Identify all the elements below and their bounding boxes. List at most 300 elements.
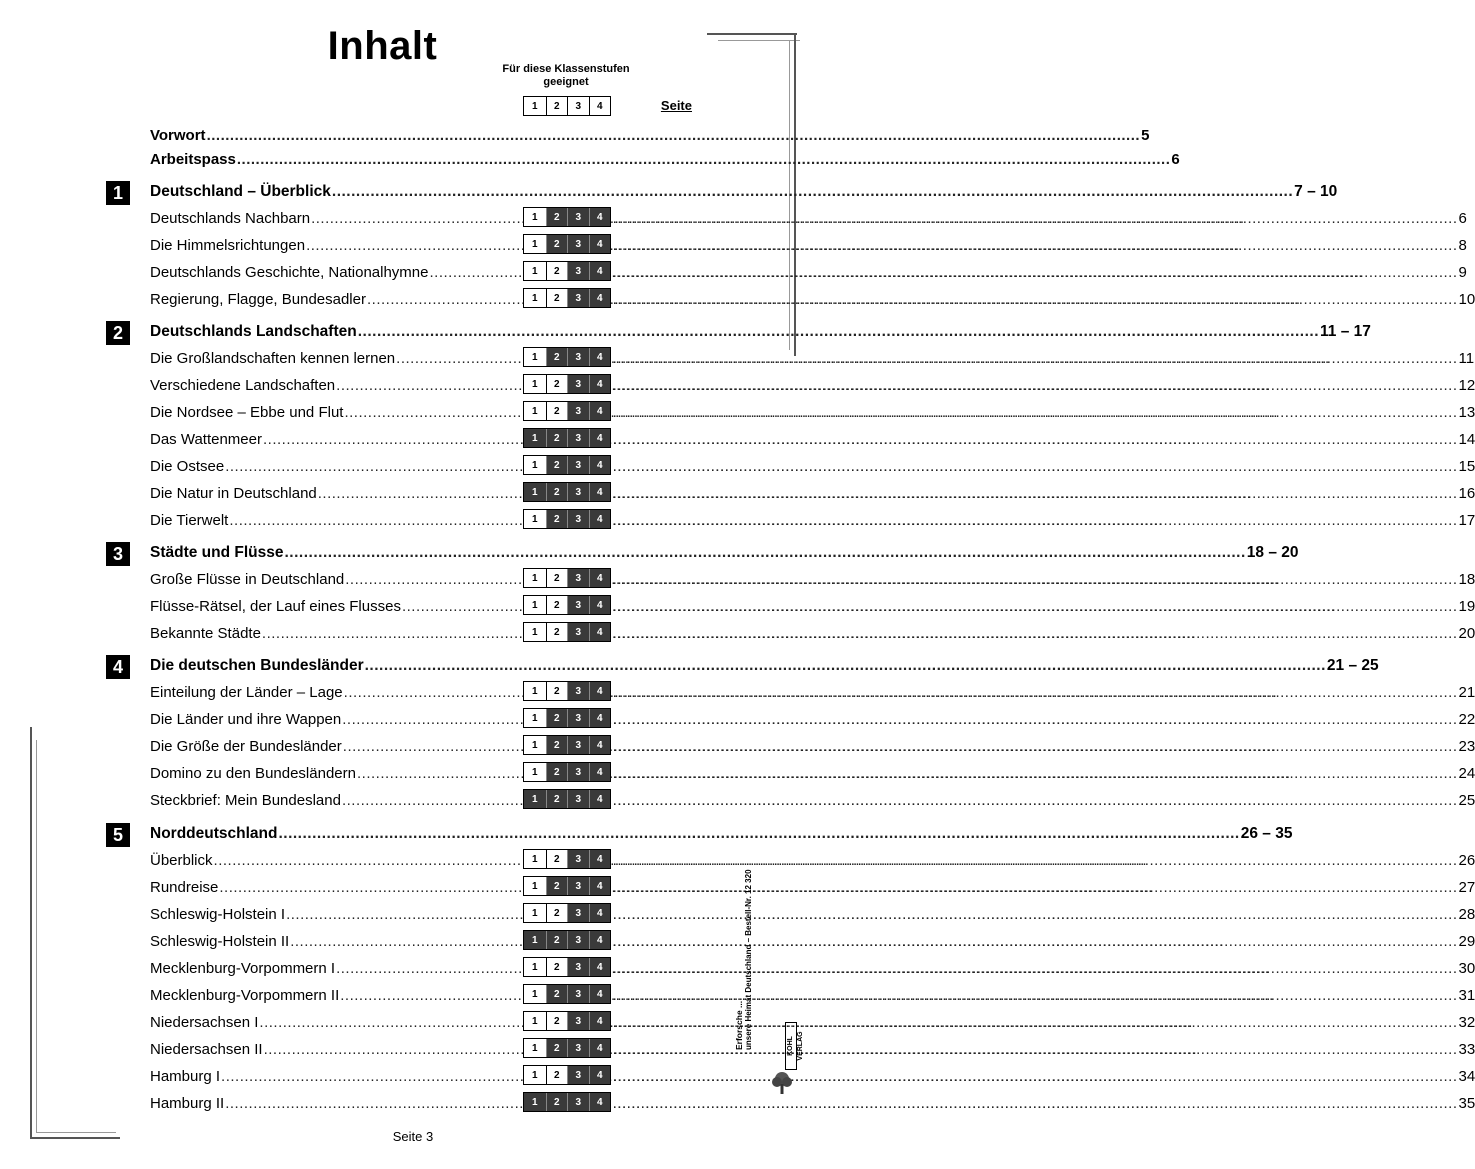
dot-leader: [524, 598, 1458, 615]
grade-indicator: [523, 1038, 611, 1058]
grade-cell-4: 4: [589, 736, 611, 754]
grade-cell-2: 2: [546, 850, 568, 868]
entry-page: 10: [1458, 291, 1475, 308]
grade-cell-4: 4: [589, 262, 611, 280]
entry-page-wrap: [523, 684, 1475, 701]
entry-page: 28: [1458, 906, 1475, 923]
grade-cell-1: 1: [531, 292, 538, 304]
grade-indicator: [523, 1092, 611, 1112]
side-credit-line1: Erforsche ...: [734, 1000, 744, 1050]
entry-page-wrap: [523, 350, 1474, 367]
entry-label-wrap: [150, 906, 523, 923]
entry-page-wrap: [523, 512, 1475, 529]
grade-cell-1: 1: [531, 405, 538, 417]
dot-leader: [524, 1095, 1458, 1112]
grade-cell-3: 3: [567, 709, 589, 727]
grade-cell-4: 4: [589, 569, 611, 587]
grade-cell-4: 4: [589, 402, 611, 420]
dot-leader: [524, 852, 1458, 869]
grade-cell-1: 1: [531, 988, 538, 1000]
grade-cell-1: 1: [524, 429, 546, 447]
entry-page: 16: [1458, 485, 1475, 502]
entry-page: 23: [1458, 738, 1475, 755]
grade-cell-2: 2: [546, 262, 568, 280]
grade-cell-3: 3: [567, 763, 589, 781]
entry-label: Die Himmelsrichtungen: [150, 237, 306, 254]
grade-cell-3: 3: [567, 790, 589, 808]
entry-label: Die Größe der Bundesländer: [150, 738, 342, 755]
dot-leader: [237, 151, 1171, 168]
grade-cell-2: 2: [546, 1012, 568, 1030]
section-heading: [150, 180, 1338, 200]
entry-label-wrap: [150, 792, 523, 809]
grade-cell-1: 1: [531, 853, 538, 865]
entry-label: Die Natur in Deutschland: [150, 485, 317, 502]
entry-page: 21 – 25: [1326, 657, 1379, 674]
entry-page-wrap: [523, 210, 1467, 227]
grade-cell-3: 3: [567, 850, 589, 868]
grade-indicator: [523, 789, 611, 809]
grade-cell-4: 4: [589, 510, 611, 528]
entry-label-wrap: [150, 1095, 523, 1112]
grade-indicator: [523, 903, 611, 923]
dot-leader: [524, 485, 1458, 502]
suitability-header: Für diese Klassenstufen geeignet: [502, 63, 630, 88]
entry-page-wrap: [523, 485, 1475, 502]
entry-page-wrap: [523, 792, 1475, 809]
grade-indicator: [523, 482, 611, 502]
entry-label-wrap: [150, 1068, 523, 1085]
entry-label: Norddeutschland: [150, 825, 278, 842]
entry-label: Hamburg II: [150, 1095, 225, 1112]
dot-leader: [524, 264, 1458, 281]
tree-icon: [769, 1070, 795, 1096]
entry-page: 30: [1458, 960, 1475, 977]
entry-page-wrap: [523, 906, 1475, 923]
grade-cell-3: 3: [567, 483, 589, 501]
grade-cell-2: 2: [546, 348, 568, 366]
grade-cell-3: 3: [567, 456, 589, 474]
grade-cell-2: 2: [546, 208, 568, 226]
grade-cell-1: 1: [531, 961, 538, 973]
entry-page-wrap: [523, 237, 1467, 254]
grade-cell-4: 4: [589, 682, 611, 700]
entry-page-wrap: [523, 852, 1475, 869]
grade-cell-2: 2: [546, 709, 568, 727]
grade-cell-3: 3: [567, 1093, 589, 1111]
grade-cell-4: 4: [589, 97, 611, 115]
grade-indicator: [523, 261, 611, 281]
grade-cell-2: 2: [546, 429, 568, 447]
grade-cell-2: 2: [546, 456, 568, 474]
grade-cell-1: 1: [531, 238, 538, 250]
frame-line-left-vertical: [30, 727, 32, 1138]
entry-label: Deutschlands Nachbarn: [150, 210, 311, 227]
entry-label-wrap: [150, 879, 523, 896]
entry-page: 6: [1171, 151, 1180, 168]
entry-page: 25: [1458, 792, 1475, 809]
grade-cell-1: 1: [531, 351, 538, 363]
grade-cell-4: 4: [589, 289, 611, 307]
dot-leader: [524, 431, 1458, 448]
entry-page-wrap: [523, 625, 1475, 642]
entry-label: Domino zu den Bundesländern: [150, 765, 356, 782]
dot-leader: [207, 127, 1141, 144]
grade-cell-3: 3: [567, 931, 589, 949]
entry-page-wrap: [523, 1068, 1475, 1085]
grade-cell-4: 4: [589, 1066, 611, 1084]
dot-leader: [524, 792, 1458, 809]
entry-label: Niedersachsen I: [150, 1014, 259, 1031]
grade-cell-2: 2: [546, 569, 568, 587]
dot-leader: [524, 684, 1458, 701]
grade-cell-1: 1: [531, 100, 538, 112]
grade-cell-2: 2: [546, 958, 568, 976]
entry-page-wrap: [523, 431, 1475, 448]
grade-cell-1: 1: [531, 766, 538, 778]
grade-cell-1: 1: [531, 907, 538, 919]
grade-cell-2: 2: [546, 931, 568, 949]
grade-cell-3: 3: [567, 596, 589, 614]
grade-cell-2: 2: [546, 623, 568, 641]
grade-cell-2: 2: [546, 985, 568, 1003]
grade-cell-1: 1: [531, 685, 538, 697]
grade-indicator: [523, 595, 611, 615]
grade-cell-2: 2: [546, 483, 568, 501]
dot-leader: [524, 1014, 1458, 1031]
entry-label: Große Flüsse in Deutschland: [150, 571, 345, 588]
grade-cell-3: 3: [567, 348, 589, 366]
entry-page: 18 – 20: [1246, 544, 1299, 561]
entry-label: Überblick: [150, 852, 213, 869]
entry-page-wrap: [523, 404, 1475, 421]
entry-page: 17: [1458, 512, 1475, 529]
entry-label: Städte und Flüsse: [150, 544, 284, 561]
entry-label-wrap: [150, 350, 523, 367]
entry-page: 26 – 35: [1240, 825, 1293, 842]
grade-cell-4: 4: [589, 709, 611, 727]
entry-label: Die Ostsee: [150, 458, 225, 475]
entry-label-wrap: [150, 512, 523, 529]
grade-cell-2: 2: [546, 904, 568, 922]
entry-page: 26: [1458, 852, 1475, 869]
entry-page: 35: [1458, 1095, 1475, 1112]
grade-cell-1: 1: [531, 739, 538, 751]
entry-label-wrap: [150, 987, 523, 1004]
entry-label: Hamburg I: [150, 1068, 221, 1085]
grade-cell-4: 4: [589, 375, 611, 393]
grade-indicator: [523, 930, 611, 950]
entry-label-wrap: [150, 1014, 523, 1031]
entry-label: Die Nordsee – Ebbe und Flut: [150, 404, 344, 421]
publisher-logo: [769, 1022, 804, 1094]
entry-page-wrap: [523, 1095, 1475, 1112]
entry-label: Schleswig-Holstein I: [150, 906, 286, 923]
entry-label-wrap: [150, 625, 523, 642]
grade-cell-4: 4: [589, 904, 611, 922]
entry-label-wrap: [150, 598, 523, 615]
grade-cell-4: 4: [589, 235, 611, 253]
section-number-badge: 4: [106, 655, 130, 679]
grade-cell-4: 4: [589, 1093, 611, 1111]
entry-label: Deutschlands Landschaften: [150, 323, 357, 340]
entry-page: 8: [1458, 237, 1467, 254]
frame-line-bottom-left-2: [36, 1132, 116, 1133]
grade-indicator: [523, 428, 611, 448]
grade-cell-3: 3: [567, 958, 589, 976]
entry-label: Die deutschen Bundesländer: [150, 657, 364, 674]
grade-indicator: [523, 735, 611, 755]
grade-cell-4: 4: [589, 850, 611, 868]
dot-leader: [524, 987, 1458, 1004]
intro-entry: [150, 148, 1180, 168]
entry-page: 24: [1458, 765, 1475, 782]
grade-cell-3: 3: [567, 736, 589, 754]
entry-page: 19: [1458, 598, 1475, 615]
grade-cell-2: 2: [546, 235, 568, 253]
grade-cell-3: 3: [567, 1039, 589, 1057]
frame-line-top-right-2: [718, 40, 800, 41]
entry-label: Arbeitspass: [150, 151, 236, 168]
grade-cell-4: 4: [589, 623, 611, 641]
grade-indicator: [523, 455, 611, 475]
grade-cell-1: 1: [531, 572, 538, 584]
entry-label: Mecklenburg-Vorpommern I: [150, 960, 336, 977]
grade-cell-4: 4: [589, 763, 611, 781]
entry-page: 15: [1458, 458, 1475, 475]
section-heading: [150, 822, 1293, 842]
entry-page: 22: [1458, 711, 1475, 728]
entry-label: Flüsse-Rätsel, der Lauf eines Flusses: [150, 598, 401, 615]
entry-label: Mecklenburg-Vorpommern II: [150, 987, 340, 1004]
dot-leader: [524, 210, 1458, 227]
grade-cell-3: 3: [567, 623, 589, 641]
grade-indicator: [523, 984, 611, 1004]
entry-page-wrap: [523, 960, 1475, 977]
grade-indicator: [523, 708, 611, 728]
grade-cell-1: 1: [531, 513, 538, 525]
entry-page: 9: [1458, 264, 1467, 281]
grade-cell-4: 4: [589, 429, 611, 447]
grade-cell-4: 4: [589, 1012, 611, 1030]
grade-indicator: [523, 207, 611, 227]
grade-cell-1: 1: [524, 931, 546, 949]
grade-cell-1: 1: [531, 626, 538, 638]
grade-indicator: [523, 1011, 611, 1031]
grade-cell-3: 3: [567, 569, 589, 587]
entry-page: 20: [1458, 625, 1475, 642]
entry-page-wrap: [523, 598, 1475, 615]
dot-leader: [285, 544, 1246, 561]
grade-cell-1: 1: [531, 880, 538, 892]
side-credit: [734, 830, 774, 1050]
entry-page: 29: [1458, 933, 1475, 950]
grade-cell-1: 1: [531, 1069, 538, 1081]
entry-label-wrap: [150, 960, 523, 977]
dot-leader: [524, 377, 1458, 394]
entry-page: 27: [1458, 879, 1475, 896]
grade-indicator: [523, 347, 611, 367]
page-footer: Seite 3: [392, 1129, 434, 1144]
entry-label-wrap: [150, 711, 523, 728]
entry-page-wrap: [523, 987, 1475, 1004]
entry-label-wrap: [150, 431, 523, 448]
entry-page-wrap: [523, 571, 1475, 588]
entry-label-wrap: [150, 852, 523, 869]
entry-label: Die Großlandschaften kennen lernen: [150, 350, 396, 367]
dot-leader: [332, 183, 1293, 200]
side-credit-line2: unsere Heimat Deutschland – Bestell-Nr. 12 320: [744, 869, 753, 1050]
entry-page: 33: [1458, 1041, 1475, 1058]
grade-cell-3: 3: [567, 289, 589, 307]
grade-cell-1: 1: [531, 378, 538, 390]
grade-cell-2: 2: [546, 736, 568, 754]
entry-label-wrap: [150, 210, 523, 227]
grade-indicator: [523, 509, 611, 529]
grade-cell-2: 2: [546, 790, 568, 808]
entry-page-wrap: [523, 933, 1475, 950]
grade-cell-3: 3: [567, 262, 589, 280]
grade-cell-2: 2: [546, 402, 568, 420]
grade-cell-1: 1: [524, 483, 546, 501]
grade-cell-1: 1: [531, 599, 538, 611]
dot-leader: [524, 1068, 1458, 1085]
entry-label: Verschiedene Landschaften: [150, 377, 336, 394]
grade-cell-1: 1: [524, 790, 546, 808]
grade-cell-1: 1: [531, 1042, 538, 1054]
dot-leader: [524, 1041, 1458, 1058]
entry-label: Die Länder und ihre Wappen: [150, 711, 342, 728]
grade-cell-1: 1: [531, 211, 538, 223]
grade-cell-3: 3: [567, 682, 589, 700]
dot-leader: [524, 291, 1458, 308]
entry-page: 11 – 17: [1320, 323, 1371, 340]
entry-label: Schleswig-Holstein II: [150, 933, 290, 950]
grade-cell-4: 4: [589, 958, 611, 976]
grade-cell-3: 3: [567, 402, 589, 420]
entry-label: Rundreise: [150, 879, 219, 896]
grade-cell-4: 4: [589, 208, 611, 226]
grade-cell-3: 3: [567, 429, 589, 447]
page-title: Inhalt: [327, 24, 438, 68]
grade-cell-1: 1: [531, 459, 538, 471]
entry-label: Einteilung der Länder – Lage: [150, 684, 343, 701]
entry-label: Regierung, Flagge, Bundesadler: [150, 291, 366, 308]
grade-cell-2: 2: [546, 375, 568, 393]
dot-leader: [524, 765, 1458, 782]
entry-page: 7 – 10: [1294, 183, 1338, 200]
grade-indicator: [523, 288, 611, 308]
grade-cell-3: 3: [567, 97, 589, 115]
grade-cell-3: 3: [567, 877, 589, 895]
section-number-badge: 1: [106, 181, 130, 205]
intro-entry: [150, 124, 1150, 144]
dot-leader: [365, 657, 1326, 674]
section-heading: [150, 654, 1379, 674]
entry-label: Deutschlands Geschichte, Nationalhymne: [150, 264, 429, 281]
dot-leader: [524, 933, 1458, 950]
grade-indicator: [523, 234, 611, 254]
section-number-badge: 5: [106, 823, 130, 847]
entry-page: 11: [1458, 350, 1475, 367]
dot-leader: [524, 625, 1458, 642]
entry-page-wrap: [523, 1014, 1475, 1031]
publisher-name: KOHL VERLAG: [785, 1022, 797, 1070]
grade-legend-box: [523, 96, 611, 116]
entry-page-wrap: [523, 765, 1475, 782]
grade-indicator: [523, 957, 611, 977]
grade-indicator: [523, 622, 611, 642]
grade-cell-2: 2: [546, 289, 568, 307]
entry-label-wrap: [150, 571, 523, 588]
grade-cell-3: 3: [567, 510, 589, 528]
dot-leader: [358, 323, 1319, 340]
entry-page-wrap: [523, 458, 1475, 475]
entry-label-wrap: [150, 404, 523, 421]
grade-cell-4: 4: [589, 1039, 611, 1057]
grade-indicator: [523, 568, 611, 588]
section-number-badge: 3: [106, 542, 130, 566]
entry-page-wrap: [523, 291, 1475, 308]
grade-cell-4: 4: [589, 931, 611, 949]
entry-page-wrap: [523, 264, 1467, 281]
dot-leader: [524, 237, 1458, 254]
grade-indicator: [523, 681, 611, 701]
entry-page-wrap: [523, 1041, 1475, 1058]
entry-label: Bekannte Städte: [150, 625, 261, 642]
grade-cell-4: 4: [589, 877, 611, 895]
entry-label-wrap: [150, 458, 523, 475]
dot-leader: [524, 738, 1458, 755]
section-heading: [150, 320, 1371, 340]
grade-indicator: [523, 1065, 611, 1085]
entry-label: Steckbrief: Mein Bundesland: [150, 792, 341, 809]
entry-label-wrap: [150, 291, 523, 308]
entry-label: Das Wattenmeer: [150, 431, 262, 448]
dot-leader: [524, 512, 1458, 529]
grade-cell-4: 4: [589, 348, 611, 366]
grade-cell-3: 3: [567, 985, 589, 1003]
grade-cell-2: 2: [546, 510, 568, 528]
section-heading: [150, 541, 1299, 561]
grade-cell-2: 2: [546, 877, 568, 895]
dot-leader: [524, 879, 1458, 896]
entry-page: 18: [1458, 571, 1475, 588]
grade-cell-2: 2: [546, 763, 568, 781]
grade-cell-2: 2: [546, 1093, 568, 1111]
grade-cell-3: 3: [567, 904, 589, 922]
entry-label: Deutschland – Überblick: [150, 183, 331, 200]
dot-leader: [524, 960, 1458, 977]
grade-cell-1: 1: [531, 265, 538, 277]
entry-label-wrap: [150, 933, 523, 950]
frame-line-left-vertical-2: [36, 740, 37, 1133]
entry-page: 31: [1458, 987, 1475, 1004]
frame-line-top-right: [707, 33, 797, 35]
grade-cell-4: 4: [589, 985, 611, 1003]
entry-page: 12: [1458, 377, 1475, 394]
entry-label: Vorwort: [150, 127, 206, 144]
dot-leader: [524, 458, 1458, 475]
entry-page-wrap: [523, 711, 1475, 728]
entry-page: 14: [1458, 431, 1475, 448]
dot-leader: [524, 404, 1458, 421]
entry-page: 13: [1458, 404, 1475, 421]
page-column-header: Seite: [660, 98, 692, 113]
entry-label-wrap: [150, 738, 523, 755]
grade-cell-3: 3: [567, 1066, 589, 1084]
entry-page: 21: [1458, 684, 1475, 701]
